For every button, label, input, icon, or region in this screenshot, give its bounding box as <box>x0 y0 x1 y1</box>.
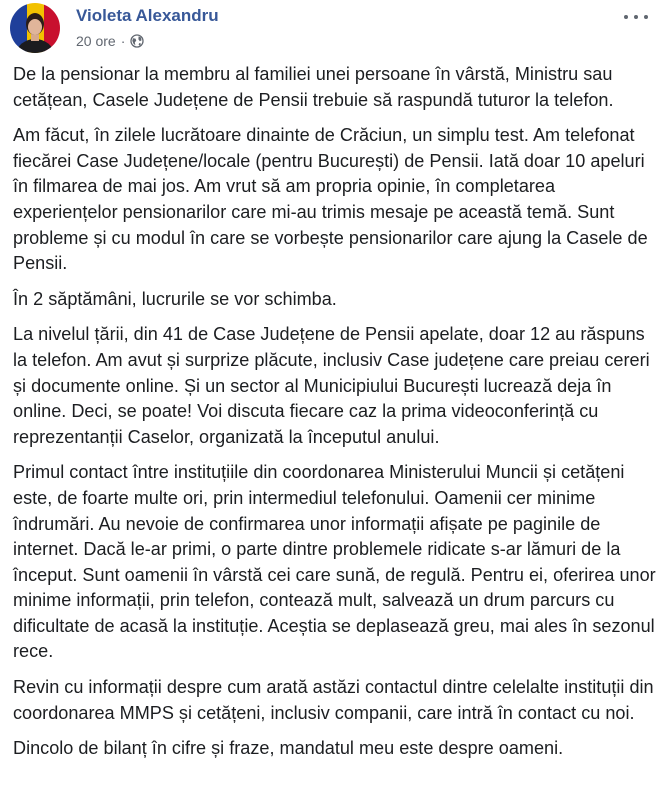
post-header <box>10 3 660 53</box>
avatar[interactable] <box>10 3 60 53</box>
post-paragraph: În 2 săptămâni, lucrurile se vor schimba. <box>13 288 337 309</box>
more-options-icon[interactable] <box>624 9 648 25</box>
post-meta <box>76 33 144 49</box>
post-paragraph: Dincolo de bilanț în cifre și fraze, mandatul meu este despre oameni. <box>13 738 564 759</box>
post-paragraph: La nivelul țării, din 41 de Case Județene de Pensii apelate, doar 12 au răspuns la telefon. Am avut și surprize plăcute, inclusiv Case județene care preiau cereri și documente online. Și un sector al Municipiului București lucrează deja în online. Deci, se poate! Voi discuta fiecare caz la prima videoconferință cu reprezentanții Caselor, organizată la începutul anului. <box>13 324 650 447</box>
post-paragraph: Am făcut, în zilele lucrătoare dinainte de Crăciun, un simplu test. Am telefonat fiecărei Case Județene/locale (pentru București) de Pensii. Iată doar 10 apeluri în filmarea de mai jos. Am vrut să am propria opinie, în completarea experiențelor pensionarilor care mi-au trimis mesaje pe această temă. Sunt probleme și cu modul în care se vorbește pensionarilor care ajung la Casele de Pensii. <box>13 125 648 274</box>
post-paragraph: De la pensionar la membru al familiei unei persoane în vârstă, Ministru sau cetățean, Casele Județene de Pensii trebuie să raspundă tuturor la telefon. <box>13 64 614 110</box>
post-paragraph: Primul contact între instituțiile din coordonarea Ministerului Muncii și cetățeni este, de foarte multe ori, prin intermediul telefonului. Oamenii cer minime îndrumări. Au nevoie de confirmarea unor informații afișate pe paginile de internet. Dacă le-ar primi, o parte dintre problemele ridicate s-ar lămuri de la început. Sunt oamenii în vârstă cei care sună, de regulă. Pentru ei, oferirea unor minime informații, prin telefon, contează mult, salvează un drum parcurs cu dificultate de acasă la instituție. Aceștia se deplasează greu, mai ales în sezonul rece. <box>13 462 656 662</box>
post-timestamp[interactable]: 20 ore <box>76 33 116 49</box>
post-body <box>13 62 656 772</box>
globe-icon[interactable] <box>130 34 144 48</box>
post-paragraph: Revin cu informații despre cum arată astăzi contactul dintre celelalte instituții din coordonarea MMPS și cetățeni, inclusiv companii, care intră în contact cu noi. <box>13 677 654 723</box>
meta-separator: · <box>120 33 126 49</box>
author-name[interactable]: Violeta Alexandru <box>76 6 219 25</box>
